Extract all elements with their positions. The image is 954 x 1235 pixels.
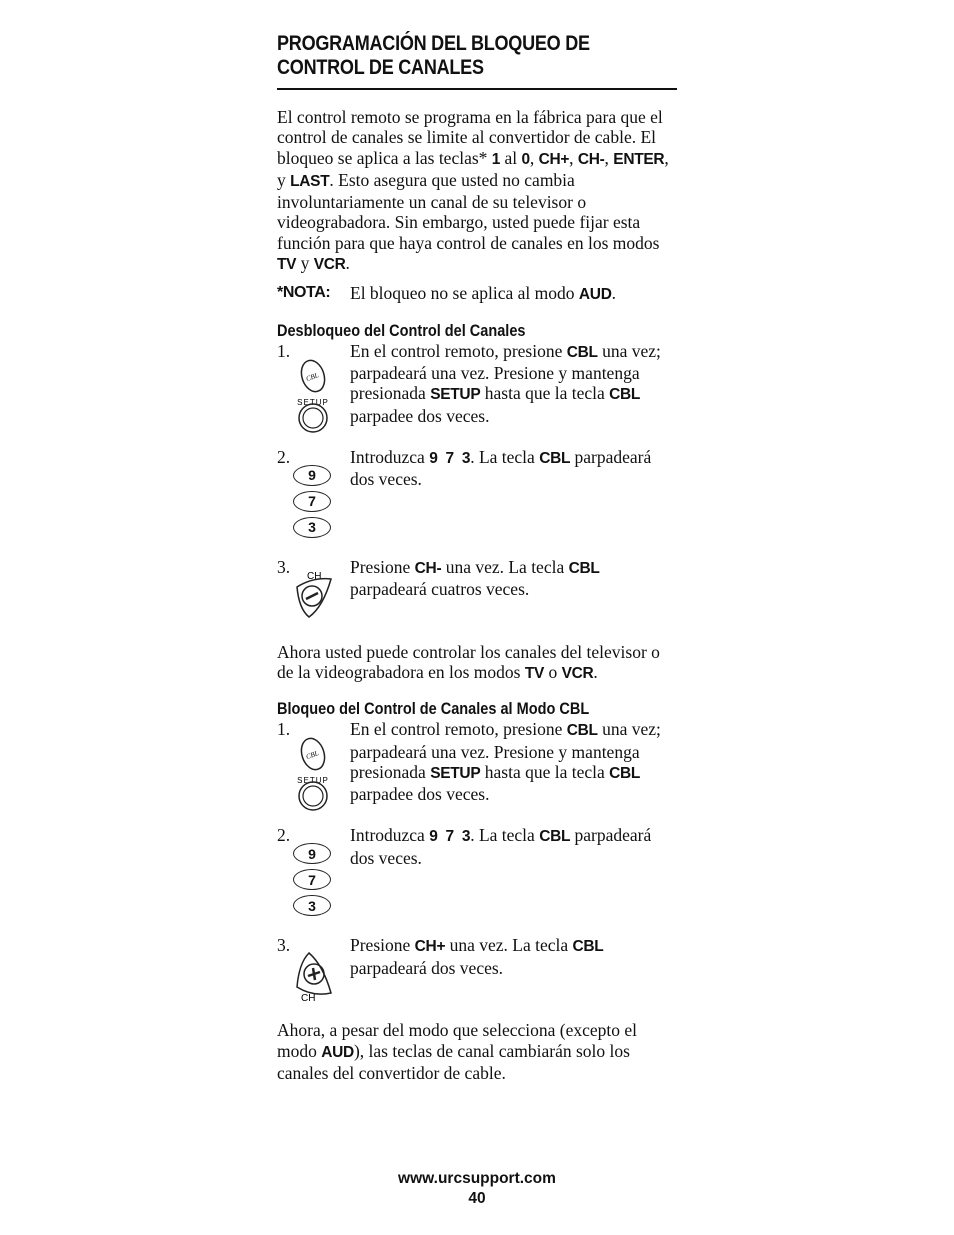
svg-text:CBL: CBL [304,370,320,383]
section-heading-lock: Bloqueo del Control de Canales al Modo CBL [277,700,590,719]
step-text: Presione CH- una vez. La tecla CBL parpadeará cuatros veces. [350,556,600,599]
step-text: Introduzca 9 7 3. La tecla CBL parpadeará dos veces. [350,825,652,868]
step-2-lock [277,825,677,935]
section-heading-unlock: Desbloqueo del Control del Canales [277,321,526,340]
key-7-icon: 7 [293,869,331,890]
step-text: En el control remoto, presione CBL una vez; parpadeará una vez. Presione y mantenga presionada SETUP hasta que la tecla CBL parpadee dos veces. [350,719,661,805]
step-number: 3. CH [277,557,350,629]
step-1-lock [277,719,677,825]
step-number: 3. CH [277,935,350,1007]
step-number: 1. CBL SETUP [277,341,350,447]
intro-paragraph: El control remoto se programa en la fábrica para que el control de canales se limite al convertidor de cable. El bloqueo se aplica a las teclas* 1 al 0, CH+, CH-, ENTER, y LAST. Esto asegura que usted no cambia involuntariamente un canal de su televisor o videograbadora. Sin embargo, usted puede fijar esta función para que haya control de canales en los modos TV y VCR. [277,107,669,274]
note [277,283,677,305]
step-3-unlock [277,557,677,629]
step-text: En el control remoto, presione CBL una vez; parpadeará una vez. Presione y mantenga presionada SETUP hasta que la tecla CBL parpadee dos veces. [350,340,661,426]
svg-text:SETUP: SETUP [297,776,329,786]
page-number: 40 [468,1190,486,1207]
svg-text:SETUP: SETUP [297,397,329,407]
step-2-unlock [277,447,677,557]
key-3-icon: 3 [293,895,331,916]
step-text: Introduzca 9 7 3. La tecla CBL parpadeará dos veces. [350,446,652,489]
svg-text:CH: CH [307,570,322,582]
lock-result-paragraph: Ahora, a pesar del modo que selecciona (excepto el modo AUD), las teclas de canal cambiarán solo los canales del convertidor de cable. [277,1020,638,1083]
key-7-icon: 7 [293,491,331,512]
note-text: El bloqueo no se aplica al modo AUD. [350,283,616,304]
note-label: *NOTA: [277,284,331,302]
number-keys-icon [293,843,331,916]
ch-minus-key-icon [293,569,337,625]
key-9-icon: 9 [293,843,331,864]
step-number: 2. 9 7 3 [277,447,350,557]
number-keys-icon [293,465,331,538]
step-text: Presione CH+ una vez. La tecla CBL parpadeará dos veces. [350,935,604,978]
step-number: 1. CBL SETUP [277,719,350,825]
step-3-lock [277,935,677,1007]
key-3-icon: 3 [293,517,331,538]
support-url-link[interactable]: www.urcsupport.com [398,1170,556,1187]
page-title: PROGRAMACIÓN DEL BLOQUEO DE CONTROL DE CANALES [277,32,590,79]
svg-text:CH: CH [301,993,316,1004]
unlock-result-paragraph: Ahora usted puede controlar los canales del televisor o de la videograbadora en los modos TV o VCR. [277,641,660,682]
ch-plus-key-icon [293,947,337,1007]
manual-page [277,32,677,1083]
title-divider [277,88,677,90]
page-footer [0,1169,954,1209]
cbl-setup-keys-icon [291,736,331,822]
svg-text:CBL: CBL [304,749,320,762]
step-1-unlock [277,341,677,447]
cbl-setup-keys-icon [291,358,331,444]
step-number: 2. 9 7 3 [277,825,350,935]
key-9-icon: 9 [293,465,331,486]
